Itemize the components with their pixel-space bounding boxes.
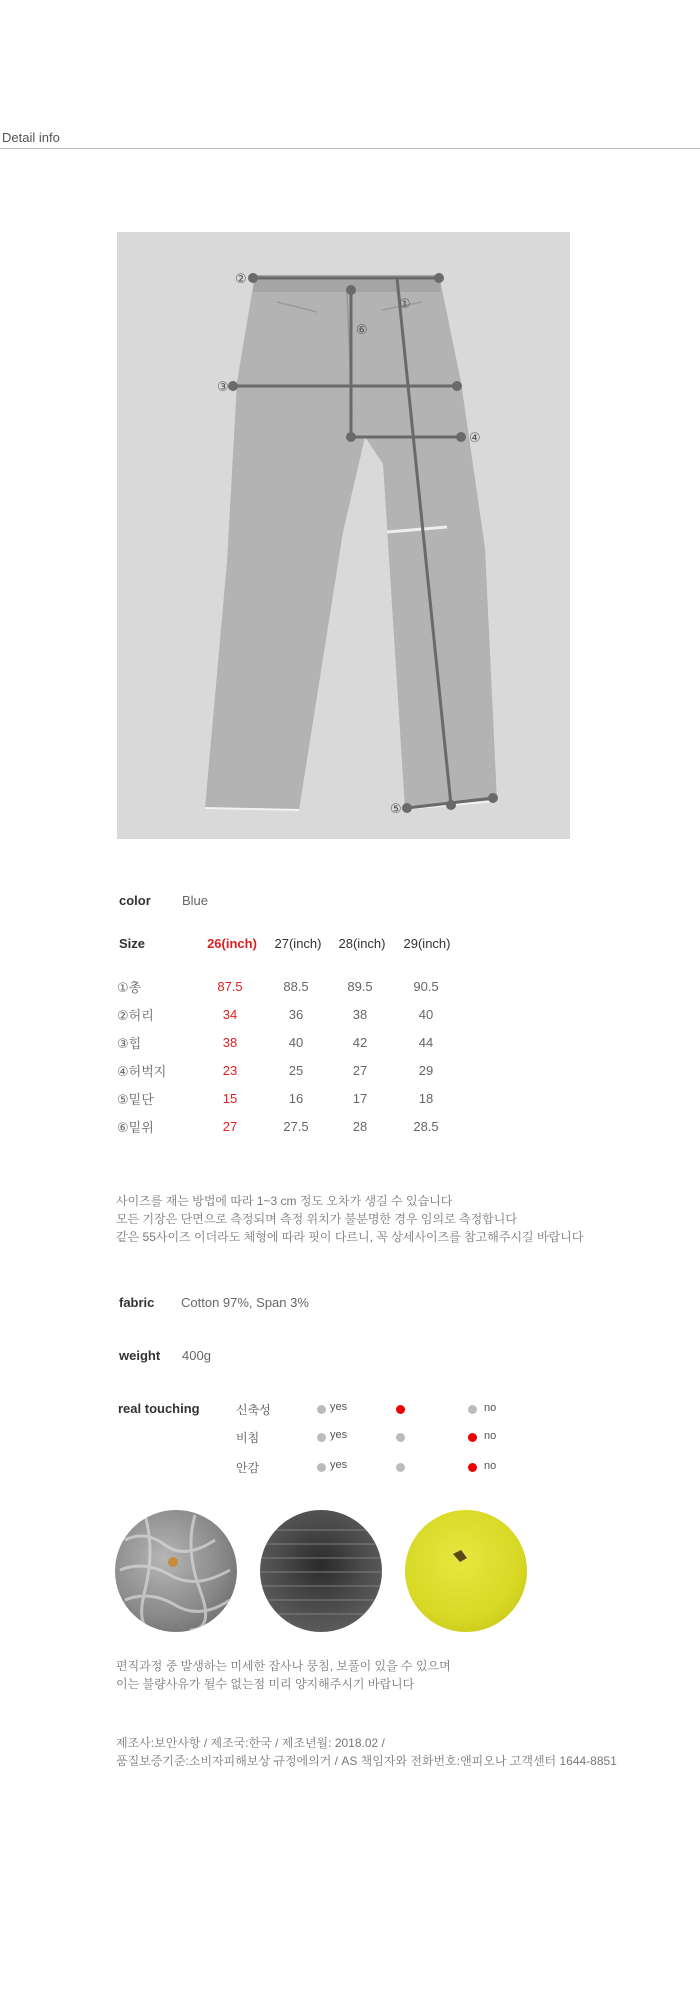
option-no-dot-selected xyxy=(468,1463,477,1472)
no-label: no xyxy=(484,1430,497,1442)
yes-label: yes xyxy=(330,1401,348,1413)
cell: 87.5 xyxy=(217,979,243,994)
detail-info-header xyxy=(0,130,700,149)
marker-3: ③ xyxy=(217,380,229,395)
cell: 15 xyxy=(222,1091,238,1106)
row-label: ⑥밑위 xyxy=(117,1120,154,1135)
touch-row-label: 안감 xyxy=(236,1461,260,1475)
cell: 28 xyxy=(352,1119,368,1134)
cell: 40 xyxy=(418,1007,434,1022)
option-no-dot-selected xyxy=(468,1433,477,1442)
cell: 89.5 xyxy=(347,979,373,994)
cell: 27.5 xyxy=(283,1119,309,1134)
yes-label: yes xyxy=(330,1459,348,1471)
row-label: ④허벅지 xyxy=(117,1064,167,1079)
option-mid-dot xyxy=(396,1463,405,1472)
cell: 90.5 xyxy=(413,979,439,994)
cell: 44 xyxy=(418,1035,434,1050)
marker-6: ⑥ xyxy=(356,323,368,338)
section-title: Detail info xyxy=(2,130,60,145)
note-line: 모든 기장은 단면으로 측정되며 측정 위치가 불분명한 경우 임의로 측정합니다 xyxy=(116,1212,517,1226)
fabric-swatch-charcoal xyxy=(260,1510,382,1632)
cell: 17 xyxy=(352,1091,368,1106)
cell: 29 xyxy=(418,1063,434,1078)
marker-4: ④ xyxy=(469,431,481,446)
jeans-measurement-diagram xyxy=(117,232,570,839)
product-photo xyxy=(117,232,570,839)
marker-1: ① xyxy=(399,297,411,312)
marker-5: ⑤ xyxy=(390,802,402,817)
size-label: Size xyxy=(119,936,146,951)
yes-label: yes xyxy=(330,1429,348,1441)
note-line: 이는 불량사유가 될수 없는점 미리 양지해주시기 바랍니다 xyxy=(116,1677,415,1691)
cell: 25 xyxy=(288,1063,304,1078)
no-label: no xyxy=(484,1460,497,1472)
note-line: 품질보증기준:소비자피해보상 규정에의거 / AS 책임자와 전화번호:앤피오나 고객센터 1644-8851 xyxy=(116,1754,617,1768)
cell: 34 xyxy=(222,1007,238,1022)
fabric-value: Cotton 97%, Span 3% xyxy=(181,1295,309,1310)
option-no-dot xyxy=(468,1405,477,1414)
color-label: color xyxy=(119,893,151,908)
cell: 27 xyxy=(222,1119,238,1134)
row-label: ①총 xyxy=(117,980,142,995)
cell: 38 xyxy=(222,1035,238,1050)
weight-label: weight xyxy=(119,1348,161,1363)
cell: 88.5 xyxy=(283,979,309,994)
option-yes-dot xyxy=(317,1433,326,1442)
cell: 18 xyxy=(418,1091,434,1106)
option-mid-dot xyxy=(396,1433,405,1442)
cell: 23 xyxy=(222,1063,238,1078)
cell: 16 xyxy=(288,1091,304,1106)
marker-2: ② xyxy=(235,272,247,287)
size-col-27: 27(inch) xyxy=(274,936,322,951)
weight-value: 400g xyxy=(182,1348,211,1363)
fabric-swatch-gray xyxy=(115,1510,237,1632)
option-yes-dot xyxy=(317,1405,326,1414)
cell: 28.5 xyxy=(413,1119,439,1134)
real-touching-label: real touching xyxy=(118,1401,200,1416)
no-label: no xyxy=(484,1402,497,1414)
cell: 42 xyxy=(352,1035,368,1050)
cell: 36 xyxy=(288,1007,304,1022)
row-label: ⑤밑단 xyxy=(117,1092,154,1107)
size-col-28: 28(inch) xyxy=(338,936,386,951)
cell: 40 xyxy=(288,1035,304,1050)
maker-info xyxy=(116,1734,617,1770)
touch-row-label: 비침 xyxy=(236,1431,260,1445)
knit-note xyxy=(116,1657,451,1693)
touch-row-label: 신축성 xyxy=(236,1403,271,1417)
size-col-29: 29(inch) xyxy=(403,936,451,951)
color-value: Blue xyxy=(182,893,209,908)
note-line: 제조사:보안사항 / 제조국:한국 / 제조년월: 2018.02 / xyxy=(116,1736,385,1750)
size-col-26: 26(inch) xyxy=(207,936,257,951)
fabric-label: fabric xyxy=(119,1295,155,1310)
note-line: 편직과정 중 발생하는 미세한 잡사나 뭉침, 보풀이 있을 수 있으며 xyxy=(116,1659,451,1673)
cell: 27 xyxy=(352,1063,368,1078)
cell: 38 xyxy=(352,1007,368,1022)
fabric-swatch-yellow xyxy=(405,1510,527,1632)
row-label: ③힙 xyxy=(117,1036,142,1051)
note-line: 같은 55사이즈 이더라도 체형에 따라 핏이 다르니, 꼭 상세사이즈를 참고해주시길 바랍니다 xyxy=(116,1230,584,1244)
size-note xyxy=(116,1192,583,1246)
option-yes-dot xyxy=(317,1463,326,1472)
option-mid-dot-selected xyxy=(396,1405,405,1414)
note-line: 사이즈를 재는 방법에 따라 1~3 cm 정도 오차가 생길 수 있습니다 xyxy=(116,1194,453,1208)
row-label: ②허리 xyxy=(117,1008,154,1023)
